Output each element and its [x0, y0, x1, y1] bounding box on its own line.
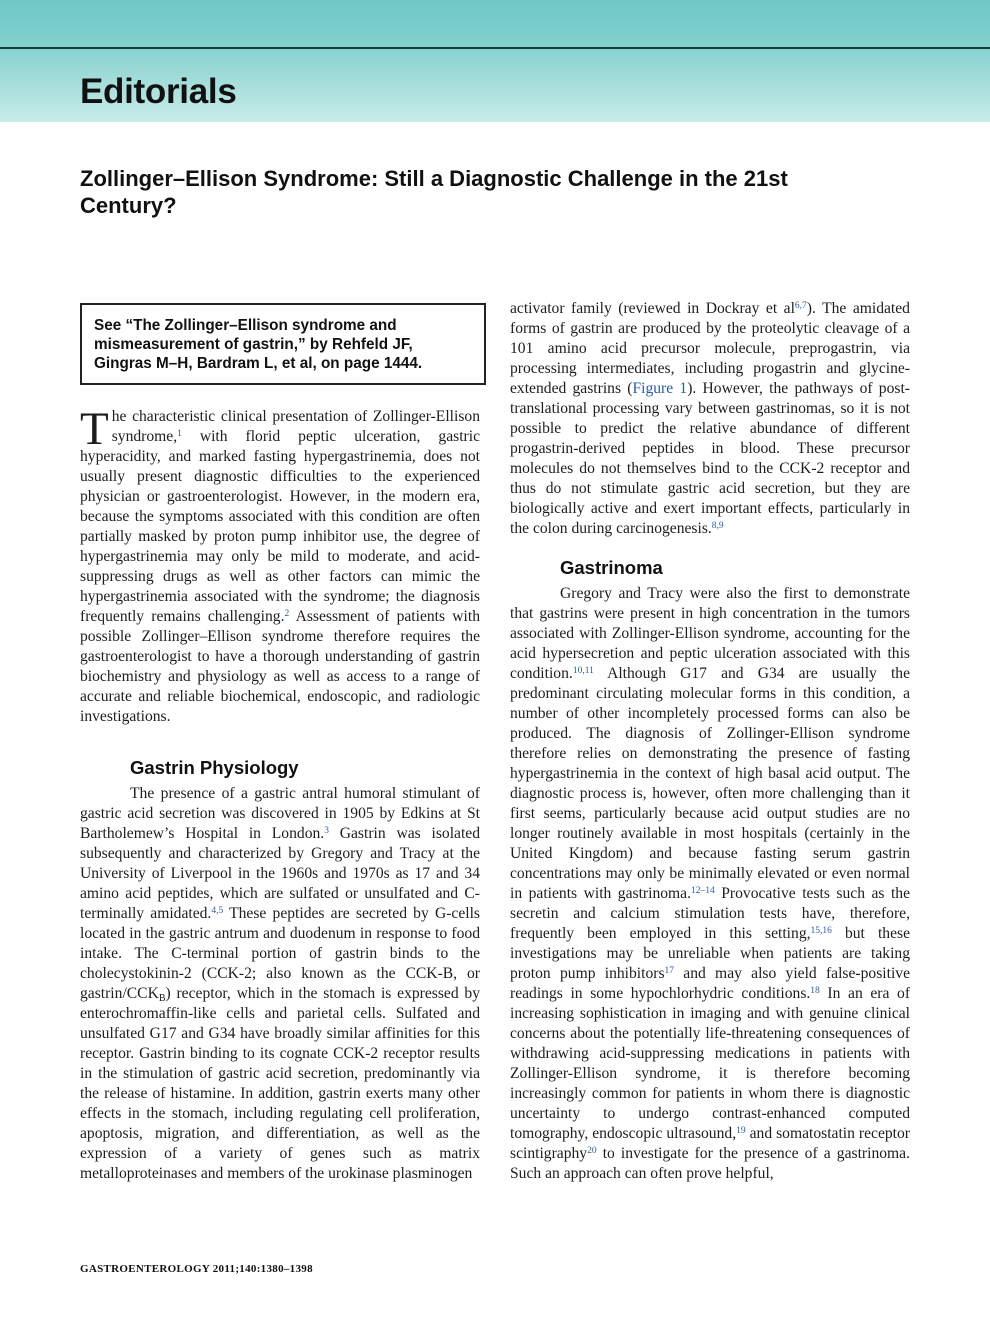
journal-citation: GASTROENTEROLOGY 2011;140:1380–1398	[80, 1263, 313, 1275]
physiology-paragraph-continued: activator family (reviewed in Dockray et al$^{6,7}$). The amidated forms of gastrin are produced by the proteolytic cleavage of a 101 amino acid precursor molecule, preprogastrin, via processing intermediates, including progastrin and glycine-extended gastrins (Figure 1). However, the pathways of post-translational processing vary between gastrinomas, so it is not possible to predict the relative abundance of different progastrin-derived peptides in blood. These precursor molecules do not themselves bind to the CCK-2 receptor and thus do not stimulate gastric acid secretion, but they are biologically active and exert important effects, particularly in the colon during carcinogenesis.$^{8,9}$	[510, 300, 910, 537]
reference-link[interactable]: 17	[664, 966, 675, 976]
article-title: Zollinger–Ellison Syndrome: Still a Diagnostic Challenge in the 21st Century?	[80, 166, 788, 218]
reference-link[interactable]: 1	[177, 429, 182, 439]
reference-link[interactable]: 3	[324, 826, 329, 836]
reference-link[interactable]: 12–14	[691, 886, 715, 896]
see-also-box: See “The Zollinger–Ellison syndrome and mismeasurement of gastrin,” by Rehfeld JF, Gingras M–H, Bardram L, et al, on page 1444.	[80, 303, 486, 385]
reference-link[interactable]: 10,11	[572, 666, 594, 676]
figure-link[interactable]: Figure 1	[632, 380, 688, 397]
subscript: B	[158, 993, 166, 1004]
header-banner	[0, 0, 990, 122]
intro-paragraph: The characteristic clinical presentation of Zollinger-Ellison syndrome,$^1$ with florid peptic ulceration, gastric hyperacidity, and marked fasting hypergastrinemia, does not usually present diagnostic difficulties to the experienced physician or gastroenterologist. However, in the modern era, because the symptoms associated with this condition are often partially masked by proton pump inhibitor use, the degree of hypergastrinemia may only be mild to moderate, and acid-suppressing drugs as well as other factors can mimic the hypergastrinemia associated with the syndrome; the diagnosis frequently remains challenging.$^2$ Assessment of patients with possible Zollinger–Ellison syndrome therefore requires the gastroenterologist to have a thorough understanding of gastrin biochemistry and physiology as well as access to a range of accurate and reliable biochemical, endoscopic, and radiologic investigations.	[80, 403, 480, 725]
reference-link[interactable]: 15,16	[810, 926, 832, 936]
heading-gastrin-physiology: Gastrin Physiology	[130, 757, 299, 778]
reference-link[interactable]: 8,9	[711, 521, 724, 531]
left-column	[80, 403, 480, 1184]
right-column	[510, 299, 910, 1184]
banner-rule	[0, 47, 990, 49]
continued-text: activator family (reviewed in Dockray et al	[510, 300, 795, 317]
reference-link[interactable]: 20	[587, 1146, 597, 1156]
reference-link[interactable]: 2	[284, 609, 290, 619]
drop-cap: T	[80, 403, 109, 455]
section-title: Editorials	[80, 72, 237, 111]
reference-link[interactable]: 18	[810, 986, 820, 996]
reference-link[interactable]: 4,5	[211, 906, 224, 916]
reference-link[interactable]: 6,7	[794, 301, 807, 311]
reference-link[interactable]: 19	[736, 1126, 746, 1136]
gastrinoma-paragraph: Gregory and Tracy were also the first to demonstrate that gastrins were present in high concentration in the tumors associated with Zollinger-Ellison syndrome, accounting for the acid hypersecretion and peptic ulceration associated with this condition.$^{10,11}$ Although G17 and G34 are usually the predominant circulating molecular forms in this condition, a number of other incompletely processed forms can also be produced. The diagnosis of Zollinger-Ellison syndrome therefore relies on demonstrating the presence of fasting hypergastrinemia in the context of high basal acid output. The diagnostic process is, however, often more challenging than it first seems, particularly because acid output studies are no longer routinely available in most hospitals (certainly in the United Kingdom) and because fasting serum gastrin concentrations may only be minimally elevated or even normal in patients with gastrinoma.$^{12-14}$ Provocative tests such as the secretin and calcium stimulation tests have, therefore, frequently been employed in this setting,$^{15,16}$ but these investigations may be unreliable when patients are taking proton pump inhibitors$^{17}$ and may also yield false-positive readings in some hypochlorhydric conditions.$^{18}$ In an era of increasing sophistication in imaging and with genuine clinical concerns about the potentially life-threatening consequences of withdrawing acid-suppressing medications in patients with Zollinger-Ellison syndrome, it is therefore becoming increasingly common for patients in whom there is diagnostic uncertainty to undergo contrast-enhanced computed tomography, endoscopic ultrasound,$^{19}$ and somatostatin receptor scintigraphy$^{20}$ to investigate for the presence of a gastrinoma. Such an approach can often prove helpful,	[510, 585, 911, 1182]
physiology-paragraph: The presence of a gastric antral humoral stimulant of gastric acid secretion was discovered in 1905 by Edkins at St Bartholemew’s Hospital in London.$^3$ Gastrin was isolated subsequently and characterized by Gregory and Tracy at the University of Liverpool in the 1960s and 1970s as 17 and 34 amino acid peptides, which are sulfated or unsulfated and C-terminally amidated.$^{4,5}$ These peptides are secreted by G-cells located in the gastric antrum and duodenum in response to food intake. The C-terminal portion of gastrin binds to the cholecystokinin-2 (CCK-2; also known as the CCK-B, or gastrin/$CCK_B$) receptor, which in the stomach is expressed by enterochromaffin-like cells and parietal cells. Sulfated and unsulfated G17 and G34 have broadly similar affinities for this receptor. Gastrin binding to its cognate CCK-2 receptor results in the stimulation of gastric acid secretion, predominantly via the release of histamine. In addition, gastrin exerts many other effects in the stomach, including regulating cell proliferation, apoptosis, migration, and differentiation, as well as the expression of a variety of genes such as matrix metalloproteinases and members of the urokinase plasminogen	[80, 785, 480, 1182]
heading-gastrinoma: Gastrinoma	[560, 557, 663, 578]
